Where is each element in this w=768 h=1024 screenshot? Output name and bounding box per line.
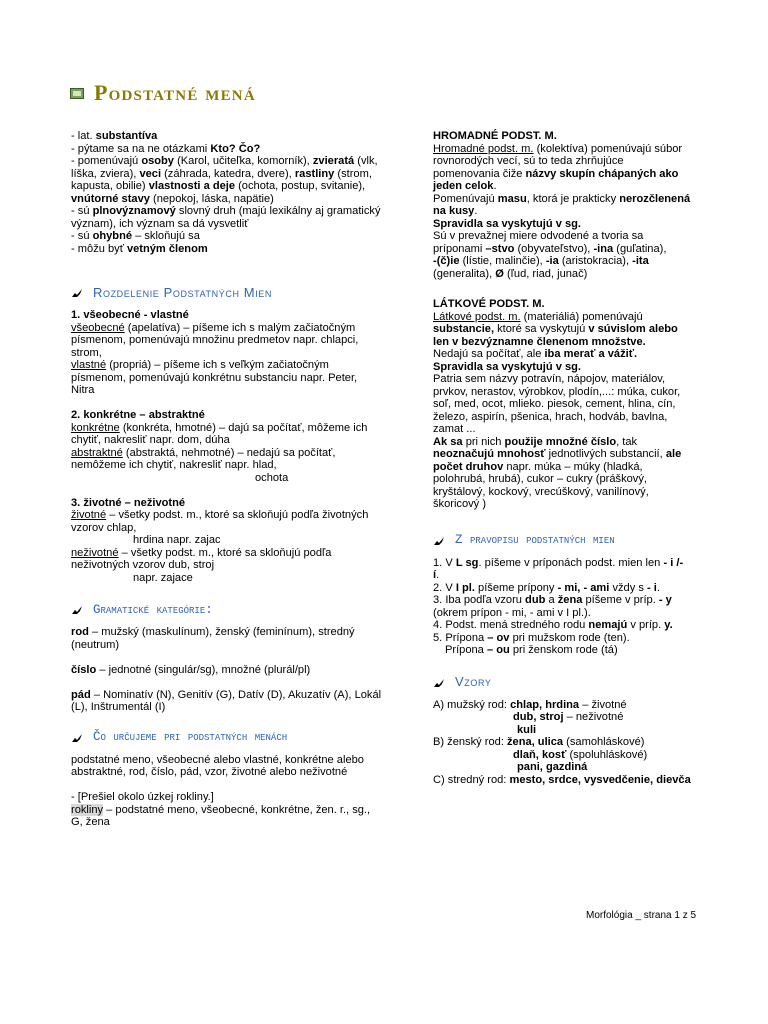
bold-text: substancie, xyxy=(433,323,495,335)
bold-text: 1. všeobecné - vlastné xyxy=(71,309,189,321)
text-line xyxy=(433,373,703,386)
bold-text: Ø xyxy=(495,267,504,280)
bold-text: iba merať a vážiť. xyxy=(544,348,638,360)
bold-text: ale xyxy=(665,448,682,460)
text-run: (spoluhláskové) xyxy=(566,748,648,761)
section-title: Vzory xyxy=(455,674,492,690)
text-run: Nedajú sa počítať, ale xyxy=(433,348,545,360)
bold-text: nemajú xyxy=(588,619,628,631)
text-run: – jednotné (singulár/sg), množné (plurál/pl) xyxy=(96,663,311,676)
page-title-text: Podstatné mená xyxy=(94,80,256,105)
text-line xyxy=(71,180,393,193)
text-line xyxy=(433,473,703,486)
text-run: – skloňujú sa xyxy=(132,230,200,242)
bold-text: - y xyxy=(658,594,672,606)
bold-text: plnovýznamový xyxy=(92,205,176,217)
bold-text: chlap, hrdina xyxy=(510,698,580,711)
text-run: podstatné meno, všeobecné alebo vlastné, konkrétne alebo xyxy=(71,753,364,766)
bold-text: použije množné číslo xyxy=(504,435,617,448)
text-run: B) ženský rod: xyxy=(433,736,507,748)
text-line xyxy=(433,699,703,712)
bold-text: jeden celok xyxy=(433,180,494,192)
text-run: Sú v prevažnej miere odvodené a tvoria sa xyxy=(433,230,644,242)
text-line xyxy=(433,336,703,349)
text-line xyxy=(71,155,393,168)
text-line xyxy=(71,347,393,360)
underlined-term: všeobecné xyxy=(71,321,125,334)
text-run: (lístie, malinčie), xyxy=(459,255,546,267)
bold-text: LÁTKOVÉ PODST. M. xyxy=(433,298,545,310)
text-run: jednotlivých substancií, xyxy=(545,448,666,460)
text-run: Pomenúvajú xyxy=(433,192,498,205)
bold-text: dub xyxy=(525,594,546,606)
text-run: . xyxy=(436,569,440,581)
text-run: – všetky podst. m., ktoré sa skloňujú podľa životných xyxy=(106,509,369,521)
text-run: kapusta, obilie) xyxy=(71,180,149,192)
text-line xyxy=(71,816,393,829)
text-run: (Karol, učiteľka, komorník), xyxy=(173,155,313,167)
text-run: – neživotné xyxy=(563,711,624,723)
text-line xyxy=(71,372,393,385)
text-line xyxy=(433,569,703,582)
text-line xyxy=(433,155,703,168)
text-run: (vlk, xyxy=(354,155,378,167)
text-line xyxy=(433,298,703,311)
bold-text: názvy skupín chápaných ako xyxy=(525,167,679,180)
text-run: (propriá) – píšeme ich s veľkým začiatočným xyxy=(106,359,329,371)
text-line xyxy=(71,168,393,181)
bold-text: kuli xyxy=(517,723,537,736)
bold-text: osoby xyxy=(141,155,174,167)
text-run: (abstraktá, nehmotné) – nedajú sa počítať, xyxy=(122,446,336,459)
text-run: - pýtame sa na ne otázkami xyxy=(71,142,211,155)
text-line xyxy=(71,384,393,397)
text-line xyxy=(71,230,393,243)
text-line xyxy=(71,701,393,714)
text-line xyxy=(71,754,393,767)
text-line xyxy=(433,243,703,256)
text-line xyxy=(433,461,703,474)
blank-line xyxy=(71,651,393,664)
text-run: (samohláskové) xyxy=(563,736,645,748)
text-run: Nitra xyxy=(71,384,95,396)
bold-text: - i /- xyxy=(663,556,684,569)
text-run: C) stredný rod: xyxy=(433,773,510,786)
text-run: . xyxy=(656,581,660,594)
text-line xyxy=(433,557,703,570)
text-line xyxy=(71,509,393,522)
bold-text: zvieratá xyxy=(312,155,355,167)
pen-bullet-icon xyxy=(433,678,445,688)
text-line xyxy=(71,422,393,435)
section-heading-rozdelenie xyxy=(71,285,393,301)
section-title: Rozdelenie Podstatných Mien xyxy=(93,284,272,300)
text-line xyxy=(433,749,703,762)
bold-text: - mi, - ami xyxy=(557,581,610,594)
text-run: písmenom, pomenúvajú konkrétnu substanciu napr. Peter, xyxy=(71,371,358,384)
bold-text: í xyxy=(433,569,437,581)
text-line xyxy=(433,130,703,143)
text-run: píšeme prípony xyxy=(474,581,558,594)
text-line xyxy=(433,736,703,749)
text-line xyxy=(433,361,703,374)
text-run: príponami xyxy=(433,242,486,255)
text-run: – Nominatív (N), Genitív (G), Datív (D), Akuzatív (A), Lokál xyxy=(90,688,382,701)
text-run: – mužský (maskulínum), ženský (feminínum), stredný xyxy=(88,626,355,638)
blank-line xyxy=(71,484,393,497)
text-run: 2. V xyxy=(433,581,456,594)
text-run: pri ženskom rode (tá) xyxy=(509,644,618,656)
text-run: napr. múka – múky (hladká, xyxy=(503,460,643,473)
text-run: A) mužský rod: xyxy=(433,698,511,711)
text-run: - lat. xyxy=(71,130,96,142)
bold-text: počet druhov xyxy=(433,460,504,473)
bold-text: dlaň, kosť xyxy=(513,748,567,761)
bold-text: rastliny xyxy=(294,167,335,180)
text-run: (L), Inštrumentál (I) xyxy=(71,701,166,713)
underlined-term: neživotné xyxy=(71,546,119,559)
underlined-term: vlastné xyxy=(71,359,107,371)
text-run: – podstatné meno, všeobecné, konkrétne, žen. r., sg., xyxy=(103,803,371,816)
text-run: (obyvateľstvo), xyxy=(514,242,594,255)
text-run: ochota xyxy=(255,471,289,484)
text-line xyxy=(71,689,393,702)
text-line xyxy=(433,386,703,399)
text-line xyxy=(71,334,393,347)
block-latkove xyxy=(433,298,703,511)
text-run: G, žena xyxy=(71,816,110,828)
text-run: slovný druh (majú lexikálny aj gramatický xyxy=(175,205,381,217)
bold-text: –stvo xyxy=(485,242,515,255)
text-line xyxy=(433,423,703,436)
text-line xyxy=(433,205,703,218)
pen-bullet-icon xyxy=(71,605,83,615)
text-run: (guľatina), xyxy=(613,242,667,255)
text-run: nemôžeme ich chytiť, nakresliť napr. hlad, xyxy=(71,459,277,471)
text-line xyxy=(71,559,393,572)
bold-text: -ina xyxy=(593,242,614,255)
text-run: pri mužskom rode (ten). xyxy=(509,631,630,644)
text-line xyxy=(71,193,393,206)
text-run: (konkréta, hmotné) – dajú sa počítať, môžeme ich xyxy=(119,421,368,434)
text-line xyxy=(433,180,703,193)
bold-text: L sg xyxy=(455,556,479,569)
text-run: zamat ... xyxy=(433,423,476,435)
text-line xyxy=(71,639,393,652)
text-run: líška, zviera), xyxy=(71,167,140,180)
text-line xyxy=(433,143,703,156)
section-heading-gramaticke xyxy=(71,602,393,618)
text-line xyxy=(71,522,393,535)
underlined-term: Látkové podst. m. xyxy=(433,310,521,323)
bold-text: -ita xyxy=(632,255,649,267)
text-run: (ochota, postup, svitanie), xyxy=(235,180,366,192)
bold-text: pani, gazdiná xyxy=(517,761,588,773)
section-heading-pravopis xyxy=(433,533,703,549)
bold-text: na kusy xyxy=(433,205,475,217)
text-line xyxy=(71,434,393,447)
bold-text: vnútorné stavy xyxy=(71,192,150,205)
bold-text: žena, ulica xyxy=(506,736,564,748)
text-run: Patria sem názvy potravín, nápojov, materiálov, xyxy=(433,373,666,385)
block-hromadne xyxy=(433,130,703,280)
text-run: - pomenúvajú xyxy=(71,155,142,167)
section-title: Gramatické kategórie: xyxy=(93,602,213,617)
text-run: soľ, med, ocot, mlieko. piesok, cement, hlina, cín, xyxy=(433,398,676,410)
text-run: (nepokoj, láska, napätie) xyxy=(149,192,274,205)
section-body-rozdelenie xyxy=(71,309,393,584)
blank-line xyxy=(71,397,393,410)
text-line xyxy=(433,255,703,268)
text-run: (okrem prípon - mi, - ami v I pl.). xyxy=(433,606,591,619)
text-run: hrdina napr. zajac xyxy=(133,534,221,546)
text-run: - sú xyxy=(71,205,93,217)
text-line xyxy=(71,218,393,231)
bold-text: žena xyxy=(557,594,583,606)
section-heading-co-urcujeme xyxy=(71,730,393,746)
text-run: (strom, xyxy=(334,167,372,180)
bold-text: nerozčlenená xyxy=(619,192,691,205)
text-line xyxy=(433,218,703,231)
page-title xyxy=(70,80,256,106)
text-run: - sú xyxy=(71,230,93,242)
text-line xyxy=(433,619,703,632)
text-run: 3. Iba podľa vzoru xyxy=(433,594,526,606)
underlined-term: konkrétne xyxy=(71,421,120,434)
text-run: vzorov chlap, xyxy=(71,521,137,534)
text-run: význam), ich význam sa dá vysvetliť xyxy=(71,217,249,230)
text-line xyxy=(433,724,703,737)
text-run: v príp. xyxy=(627,619,665,631)
text-line xyxy=(71,572,393,585)
underlined-term: životné xyxy=(71,509,107,521)
text-run: abstraktné, rod, číslo, pád, vzor, životné alebo neživotné xyxy=(71,766,348,778)
bold-text: číslo xyxy=(71,663,97,676)
text-line xyxy=(71,359,393,372)
bold-text: 3. životné – neživotné xyxy=(71,496,186,509)
section-body-co-urcujeme xyxy=(71,754,393,829)
pen-bullet-icon xyxy=(71,733,83,743)
text-line xyxy=(433,268,703,281)
text-run: Prípona xyxy=(445,644,487,656)
text-run: (apelatíva) – píšeme ich s malým začiatočným xyxy=(124,321,356,334)
text-line xyxy=(433,582,703,595)
text-line xyxy=(433,711,703,724)
bold-text: veci xyxy=(139,167,162,180)
text-run: (kolektíva) pomenúvajú súbor xyxy=(533,142,683,155)
bold-text: y. xyxy=(664,619,673,631)
text-line xyxy=(71,804,393,817)
text-line xyxy=(433,486,703,499)
text-run: - [Prešiel okolo úzkej rokliny.] xyxy=(71,791,214,803)
bold-text: I pl. xyxy=(455,581,475,594)
text-line xyxy=(433,411,703,424)
text-line xyxy=(71,664,393,677)
bold-text: ohybné xyxy=(92,230,133,242)
text-line xyxy=(71,459,393,472)
text-line xyxy=(433,323,703,336)
text-run: pomenovania čiže xyxy=(433,167,526,180)
text-run: vždy s xyxy=(609,581,647,594)
text-run: . xyxy=(493,180,497,192)
text-line xyxy=(433,168,703,181)
text-line xyxy=(433,632,703,645)
text-run: železo, aspirín, pšenica, hrach, hodváb, bavlna, xyxy=(433,410,668,423)
text-run: 4. Podst. mená stredného rodu xyxy=(433,619,589,631)
text-run: škoricový ) xyxy=(433,498,487,510)
left-column xyxy=(71,130,393,829)
bold-text: neoznačujú mnohosť xyxy=(433,448,546,460)
bold-text: rod xyxy=(71,626,89,638)
text-line xyxy=(433,311,703,324)
text-run: 5. Prípona xyxy=(433,631,488,644)
text-line xyxy=(433,436,703,449)
underlined-term: abstraktné xyxy=(71,446,123,459)
text-line xyxy=(71,472,393,485)
section-body-gramaticke xyxy=(71,626,393,714)
text-run: – životné xyxy=(579,698,627,711)
section-heading-vzory xyxy=(433,675,703,691)
text-run: (neutrum) xyxy=(71,638,120,651)
text-run: (generalita), xyxy=(433,267,496,280)
text-run: pri nich xyxy=(462,435,505,448)
text-run: ktoré sa vyskytujú xyxy=(494,323,589,335)
section-title: Z pravopisu podstatných mien xyxy=(455,533,615,548)
text-run: . xyxy=(474,205,478,217)
bold-text: - i xyxy=(646,581,657,594)
text-run: (ľud, riad, junač) xyxy=(503,267,588,280)
text-line xyxy=(71,243,393,256)
text-line xyxy=(71,791,393,804)
text-run: rovnorodých vecí, sú to teda zhrňujúce xyxy=(433,155,624,167)
bold-text: 2. konkrétne – abstraktné xyxy=(71,409,205,421)
text-line xyxy=(433,448,703,461)
text-run: píšeme v príp. xyxy=(582,594,659,606)
page-footer: Morfológia _ strana 1 z 5 xyxy=(586,910,697,921)
text-run: polohrubá, hrubá), cukor – cukry (práškový, xyxy=(433,473,647,485)
bold-text: vlastnosti a deje xyxy=(148,180,236,192)
bold-text: mesto, srdce, vysvedčenie, dievča xyxy=(509,773,691,786)
text-run: - môžu byť xyxy=(71,242,127,255)
text-line xyxy=(71,205,393,218)
text-line xyxy=(71,766,393,779)
text-line xyxy=(433,761,703,774)
text-line xyxy=(433,230,703,243)
section-body-pravopis xyxy=(433,557,703,657)
text-run: (aristokracia), xyxy=(558,255,633,267)
text-line xyxy=(433,644,703,657)
text-run: (materiáliá) pomenúvajú xyxy=(520,310,643,323)
text-run: chytiť, nakresliť napr. dom, dúha xyxy=(71,434,230,446)
text-line xyxy=(71,409,393,422)
text-run: strom, xyxy=(71,346,102,359)
text-run: neživotných vzorov dub, stroj xyxy=(71,559,215,571)
text-line xyxy=(71,130,393,143)
text-run: . píšeme v príponách podst. mien len xyxy=(478,556,664,569)
bold-text: substantíva xyxy=(95,130,158,142)
text-line xyxy=(71,309,393,322)
text-run: a xyxy=(545,594,558,606)
highlighted-word: rokliny xyxy=(71,803,104,816)
bold-text: masu xyxy=(497,192,527,205)
bold-text: Kto? Čo? xyxy=(210,142,261,155)
intro-list xyxy=(71,130,393,255)
text-line xyxy=(433,607,703,620)
section-title: Čo určujeme pri podstatných menách xyxy=(93,730,288,745)
text-run: prvkov, nerastov, výrobkov, plodín,...: múka, cukor, xyxy=(433,385,681,398)
bold-text: HROMADNÉ PODST. M. xyxy=(433,130,557,142)
text-run: , ktorá je prakticky xyxy=(526,192,620,205)
text-run: 1. V xyxy=(433,556,456,569)
text-line xyxy=(433,594,703,607)
bold-text: -ia xyxy=(545,255,559,267)
bold-text: Spravidla sa vyskytujú v sg. xyxy=(433,217,581,230)
text-line xyxy=(71,322,393,335)
text-line xyxy=(433,348,703,361)
bold-text: vetným členom xyxy=(126,242,208,255)
bold-text: -(č)ie xyxy=(433,255,460,267)
pen-bullet-icon xyxy=(71,288,83,298)
bold-text: Ak sa xyxy=(433,435,463,448)
blank-line xyxy=(71,779,393,792)
bold-text: dub, stroj xyxy=(513,711,564,723)
bullet-square-icon xyxy=(70,88,84,99)
text-run: napr. zajace xyxy=(133,571,193,584)
bold-text: len v bezvýznamne členenom množstve. xyxy=(433,335,646,348)
bold-text: v súvislom alebo xyxy=(588,323,678,335)
blank-line xyxy=(71,676,393,689)
bold-text: pád xyxy=(71,688,91,701)
text-run: (záhrada, katedra, dvere), xyxy=(161,167,295,180)
text-line xyxy=(71,143,393,156)
text-line xyxy=(71,547,393,560)
text-run: , tak xyxy=(616,435,638,448)
bold-text: – ov xyxy=(487,631,510,644)
right-column xyxy=(433,130,703,786)
text-line xyxy=(433,498,703,511)
underlined-term: Hromadné podst. m. xyxy=(433,142,534,155)
text-run: kryštálový, kockový, vrecúškový, vanilínový, xyxy=(433,485,649,498)
section-body-vzory xyxy=(433,699,703,787)
bold-text: Spravidla sa vyskytujú v sg. xyxy=(433,360,581,373)
text-run: – všetky podst. m., ktoré sa skloňujú podľa xyxy=(118,546,332,559)
text-line xyxy=(71,534,393,547)
text-line xyxy=(433,774,703,787)
pen-bullet-icon xyxy=(433,536,445,546)
text-line xyxy=(71,497,393,510)
text-line xyxy=(71,626,393,639)
text-run: písmenom, pomenúvajú množinu predmetov napr. chlapci, xyxy=(71,334,359,346)
bold-text: – ou xyxy=(486,644,510,656)
text-line xyxy=(71,447,393,460)
text-line xyxy=(433,193,703,206)
text-line xyxy=(433,398,703,411)
